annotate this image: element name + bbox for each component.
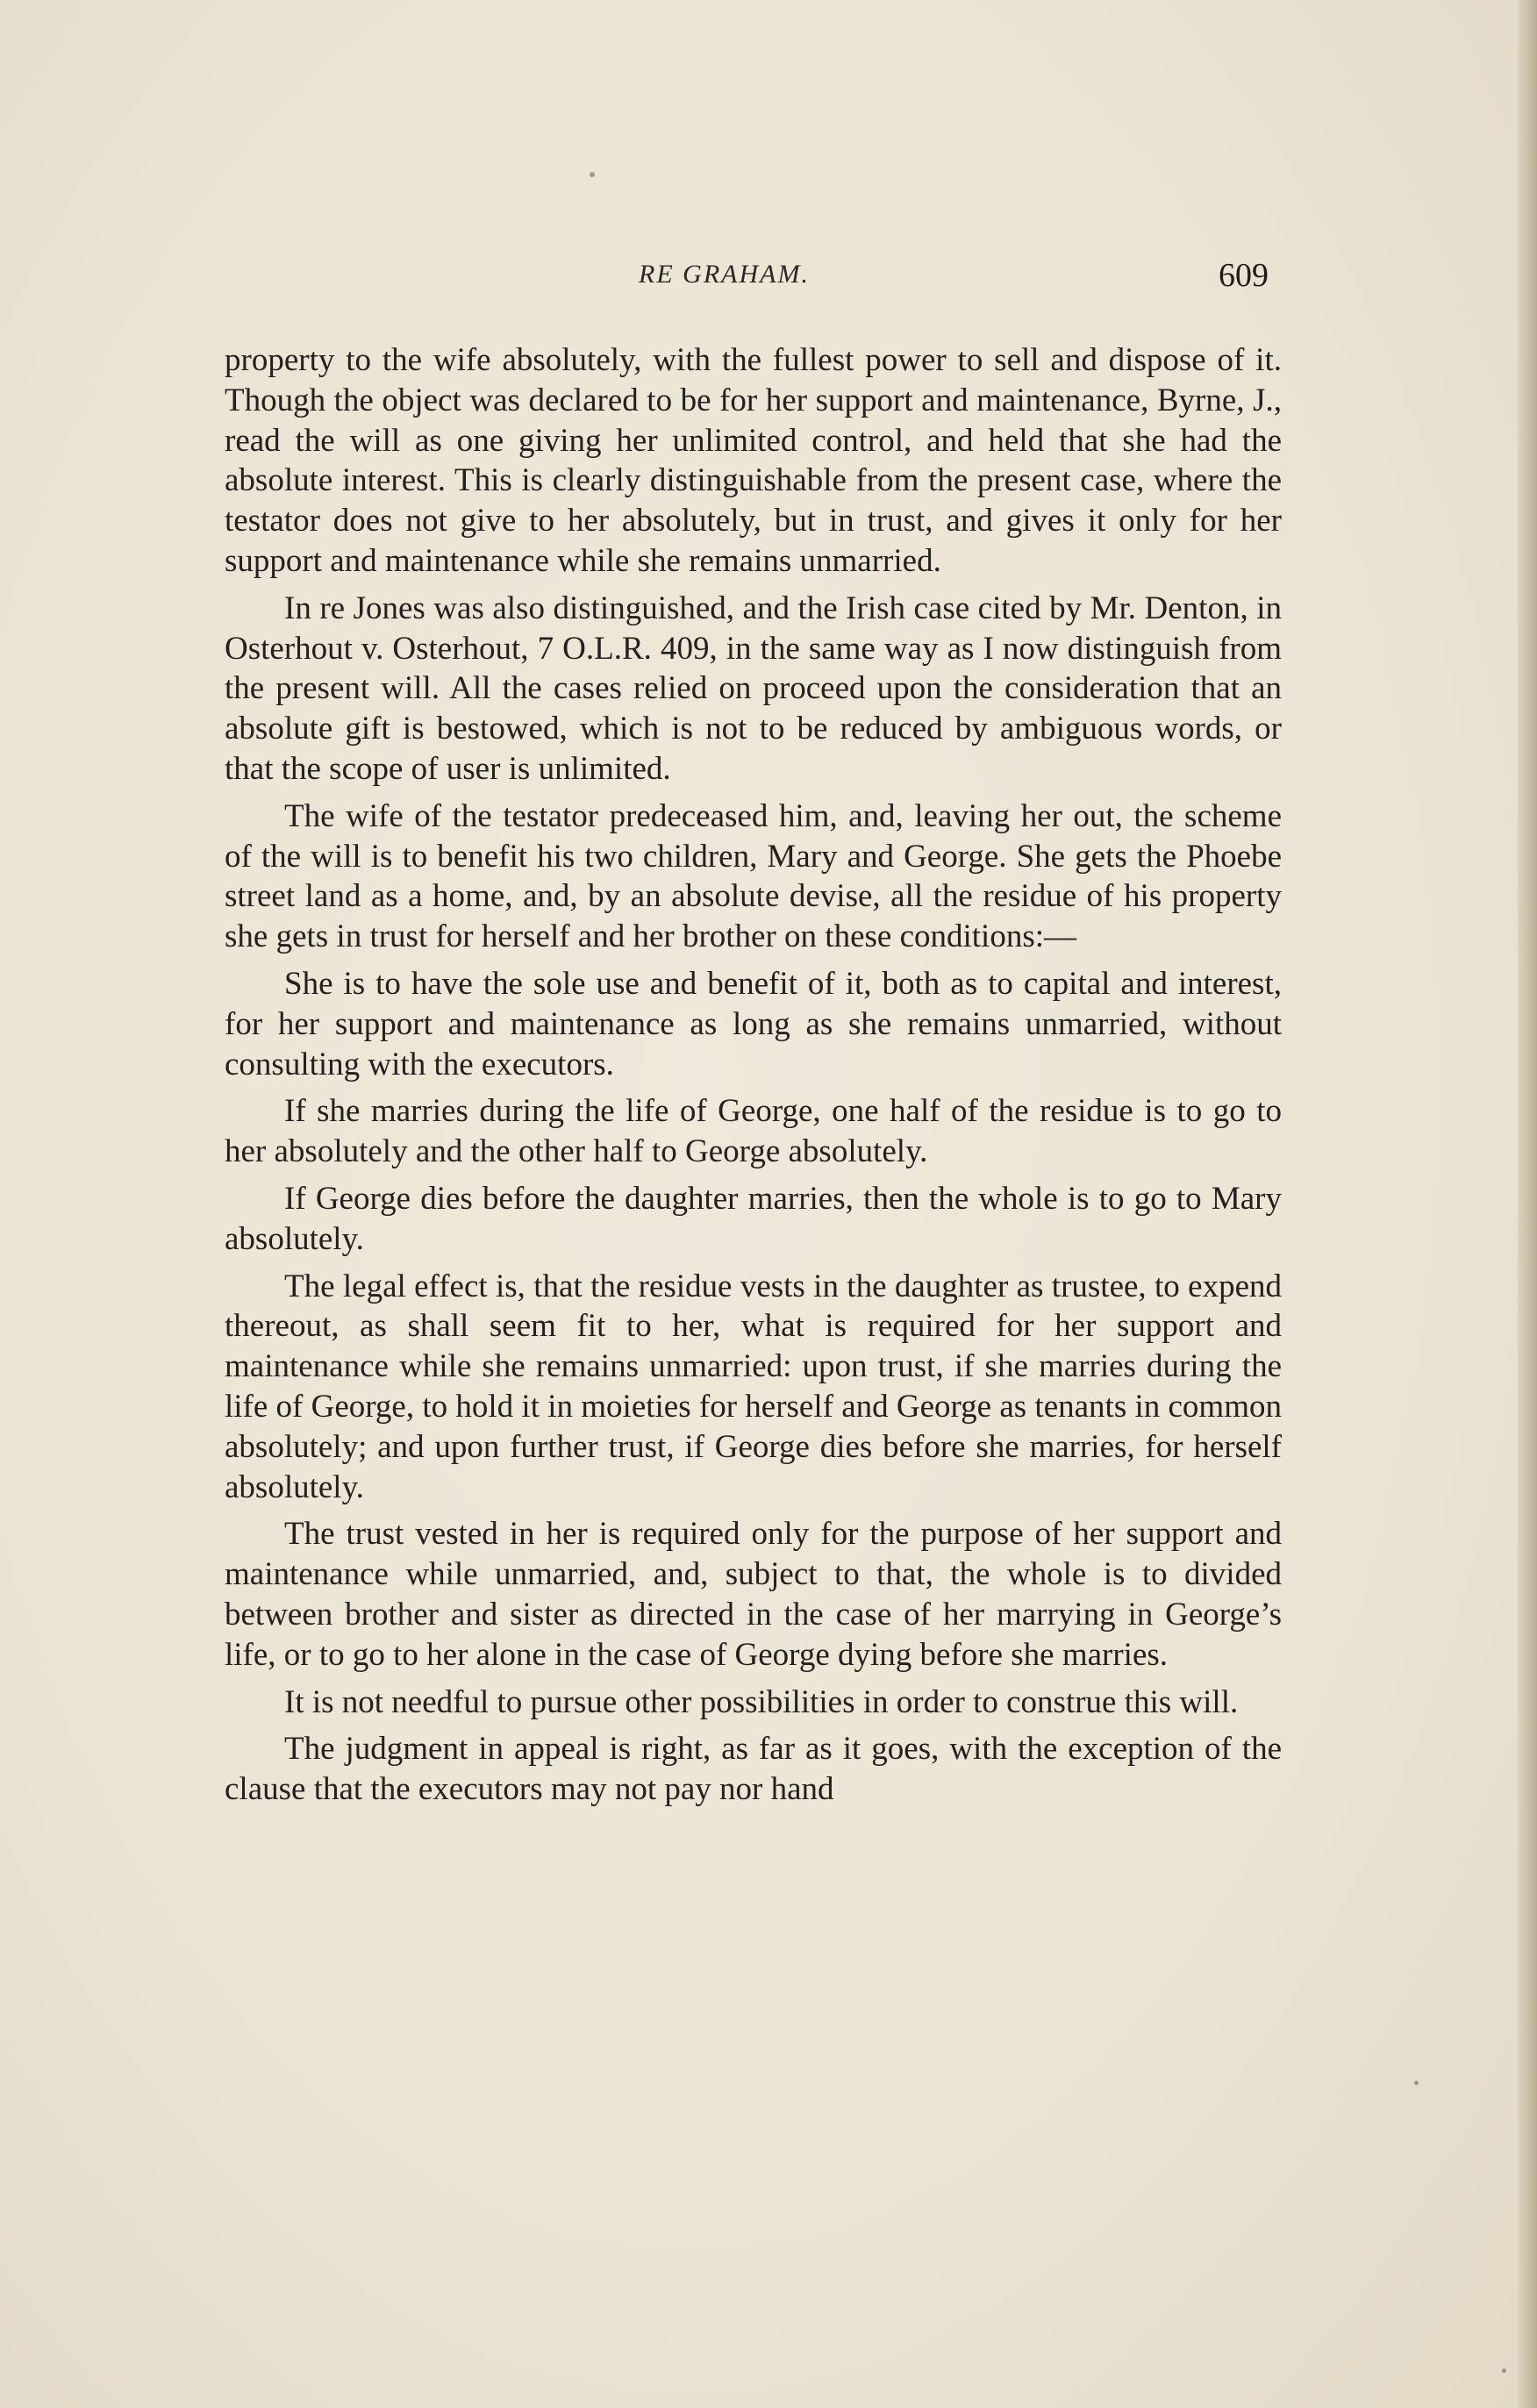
paragraph: If she marries during the life of George, one half of the residue is to go to her absolutely and the other half to George absolutely. [225,1093,1282,1170]
paragraph: The legal effect is, that the residue vests in the daughter as trustee, to expend thereout, as shall seem fit to her, what is required for her support and maintenance while she remains unmarried: upon trust, if she marries during the life of George, to hold it in moieties for herself and George as tenants in common absolutely; and upon further trust, if George dies before she marries, for herself absolutely. [225,1268,1282,1505]
paper-speck [1502,2369,1506,2373]
body-text [225,340,1282,1817]
paragraph: The wife of the testator predeceased him, and, leaving her out, the scheme of the will is to benefit his two children, Mary and George. She gets the Phoebe street land as a home, and, by an absolute devise, all the residue of his property she gets in trust for herself and her brother on these conditions:— [225,797,1282,955]
paragraph: If George dies before the daughter marries, then the whole is to go to Mary absolutely. [225,1180,1282,1257]
paper-speck [590,172,595,177]
page-header [225,256,1269,300]
paragraph: She is to have the sole use and benefit of it, both as to capital and interest, for her support and maintenance as long as she remains unmarried, without consulting with the executors. [225,965,1282,1083]
paragraph: The trust vested in her is required only for the purpose of her support and maintenance while unmarried, and, subject to that, the whole is to divided between brother and sister as directed in the case of her marrying in George’s life, or to go to her alone in the case of George dying before she marries. [225,1516,1282,1673]
paragraph: It is not needful to pursue other possibilities in order to construe this will. [284,1683,1239,1720]
running-title: RE GRAHAM. [639,260,810,289]
paper-speck [1414,2081,1419,2085]
paragraph: In re Jones was also distinguished, and the Irish case cited by Mr. Denton, in Osterhout v. Osterhout, 7 O.L.R. 409, in the same way as I now distinguish from the present will. All the cases relied on proceed upon the consideration that an absolute gift is bestowed, which is not to be reduced by ambiguous words, or that the scope of user is unlimited. [225,589,1282,787]
paragraph: The judgment in appeal is right, as far as it goes, with the exception of the clause that the executors may not pay nor hand [225,1731,1282,1808]
paragraph: property to the wife absolutely, with the fullest power to sell and dispose of it. Though the object was declared to be for her support and maintenance, Byrne, J., read the will as one giving her unlimited control, and held that she had the absolute interest. This is clearly distinguishable from the present case, where the testator does not give to her absolutely, but in trust, and gives it only for her support and maintenance while she remains unmarried. [225,342,1282,579]
page-number: 609 [1219,257,1269,294]
page-edge [1518,0,1537,2408]
